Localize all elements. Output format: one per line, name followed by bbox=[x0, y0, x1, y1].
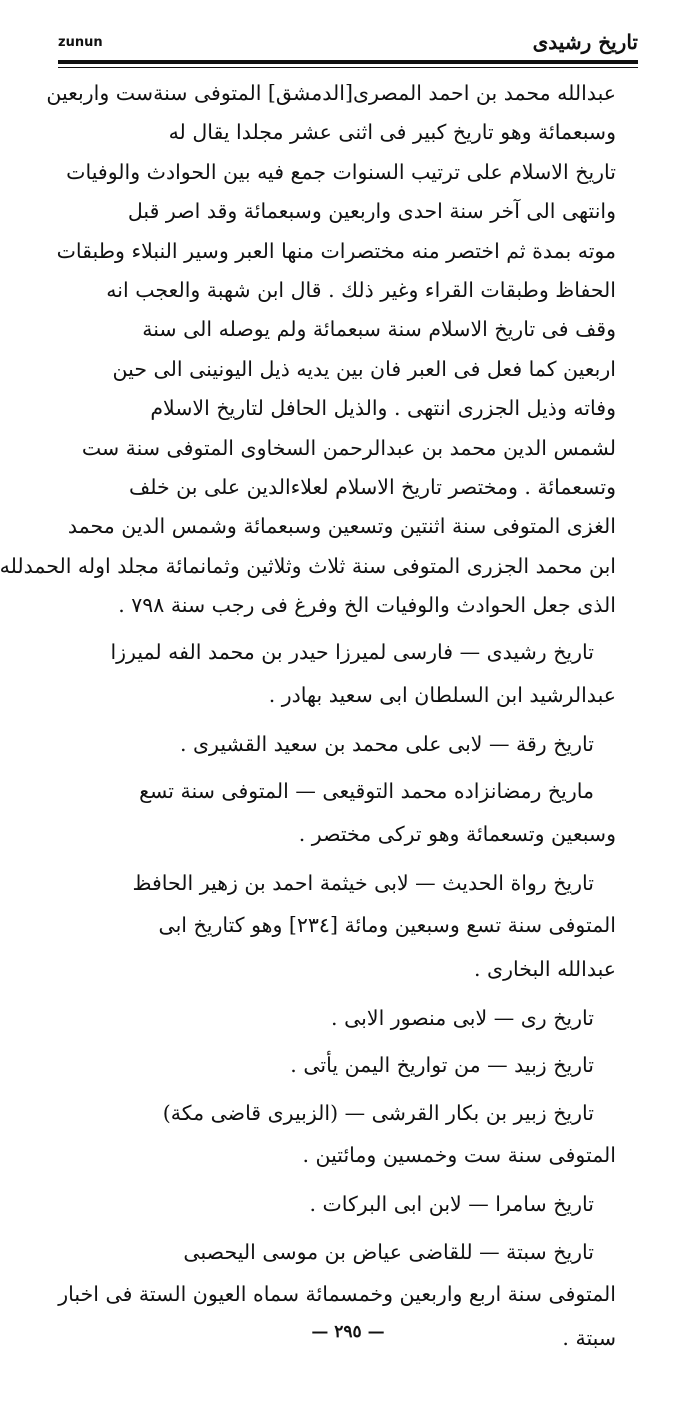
page-number: — ٢٩٥ — bbox=[311, 1322, 385, 1342]
running-header bbox=[58, 26, 638, 58]
entry-tarikh-ruwat bbox=[80, 864, 616, 991]
entry-line: ماريخ رمضانزاده محمد التوقيعى — المتوفى سنة تسع bbox=[139, 779, 594, 804]
text-line: اربعين كما فعل فى العبر فان بين يديه ذيل اليونينى الى حين bbox=[112, 356, 616, 381]
header-left-text: zunun bbox=[58, 34, 103, 50]
text-line: وفاته وذيل الجزرى انتهى . والذيل الحافل لتاريخ الاسلام bbox=[150, 396, 616, 421]
entry-line: المتوفى سنة اربع واربعين وخمسمائة سماه العيون الستة فى اخبار bbox=[58, 1281, 616, 1306]
entry-tarikh-zubayr bbox=[80, 1094, 616, 1177]
entry-tarikh-raqqa bbox=[80, 725, 616, 764]
text-line: الحفاظ وطبقات القراء وغير ذلك . قال ابن شهبة والعجب انه bbox=[106, 277, 616, 302]
entry-line: تاريخ رقة — لابى على محمد بن سعيد القشيرى . bbox=[179, 731, 594, 756]
entry-line: تاريخ زبير بن بكار القرشى — (الزبيرى قاضى مكة) bbox=[162, 1100, 594, 1125]
entry-tarikh-ramadanzade bbox=[80, 772, 616, 855]
entry-tarikh-ray bbox=[80, 999, 616, 1038]
text-line: موته بمدة ثم اختصر منه مختصرات منها العبر وسير النبلاء وطبقات bbox=[56, 238, 616, 263]
entry-line: وسبعين وتسعمائة وهو تركى مختصر . bbox=[298, 821, 616, 846]
entry-line: عبدالرشيد ابن السلطان ابى سعيد بهادر . bbox=[268, 682, 616, 707]
text-line: ابن محمد الجزرى المتوفى سنة ثلاث وثلاثين وثمانمائة مجلد اوله الحمدلله bbox=[0, 553, 616, 578]
header-title: تاريخ رشيدى bbox=[532, 30, 638, 54]
header-rule-thick bbox=[58, 60, 638, 64]
entry-line: المتوفى سنة ست وخمسين ومائتين . bbox=[302, 1143, 616, 1168]
entry-line: تاريخ سبتة — للقاضى عياض بن موسى اليحصبى bbox=[183, 1239, 594, 1264]
entry-tarikh-samarra bbox=[80, 1185, 616, 1224]
text-line: لشمس الدين محمد بن عبدالرحمن السخاوى المتوفى سنة ست bbox=[81, 435, 616, 460]
text-line: الذى جعل الحوادث والوفيات الخ وفرغ فى رجب سنة ٧٩٨ . bbox=[118, 593, 616, 618]
entry-line: سبتة . bbox=[562, 1325, 616, 1350]
text-line: الغزى المتوفى سنة اثنتين وتسعين وسبعمائة وشمس الدين محمد bbox=[67, 514, 616, 539]
entry-line: عبدالله البخارى . bbox=[474, 957, 616, 982]
text-line: وقف فى تاريخ الاسلام سنة سبعمائة ولم يوصله الى سنة bbox=[142, 317, 616, 342]
entry-line: تاريخ رشيدى — فارسى لميرزا حيدر بن محمد الفه لميرزا bbox=[110, 640, 594, 665]
entry-tarikh-zabid bbox=[80, 1046, 616, 1085]
header-rule-thin bbox=[58, 67, 638, 68]
entry-line: المتوفى سنة تسع وسبعين ومائة [٢٣٤] وهو كتاريخ ابى bbox=[158, 913, 616, 938]
text-line: وانتهى الى آخر سنة احدى واربعين وسبعمائة وقد اصر قبل bbox=[127, 199, 616, 224]
text-line: تاريخ الاسلام على ترتيب السنوات جمع فيه بين الحوادث والوفيات bbox=[66, 159, 616, 184]
intro-paragraph bbox=[0, 74, 616, 625]
page-body bbox=[0, 74, 616, 1360]
entry-line: تاريخ زبيد — من تواريخ اليمن يأتى . bbox=[290, 1053, 594, 1078]
entry-line: تاريخ سامرا — لابن ابى البركات . bbox=[309, 1192, 594, 1217]
text-line: وسبعمائة وهو تاريخ كبير فى اثنى عشر مجلدا يقال له bbox=[168, 120, 616, 145]
entry-line: تاريخ رى — لابى منصور الابى . bbox=[331, 1006, 594, 1031]
text-line: عبدالله محمد بن احمد المصرى[الدمشق] المتوفى سنةست واربعين bbox=[46, 81, 616, 105]
text-line: وتسعمائة . ومختصر تاريخ الاسلام لعلاءالدين على بن خلف bbox=[128, 474, 616, 499]
entry-line: تاريخ رواة الحديث — لابى خيثمة احمد بن زهير الحافظ bbox=[132, 870, 594, 895]
entry-tarikh-rashidi bbox=[80, 633, 616, 716]
